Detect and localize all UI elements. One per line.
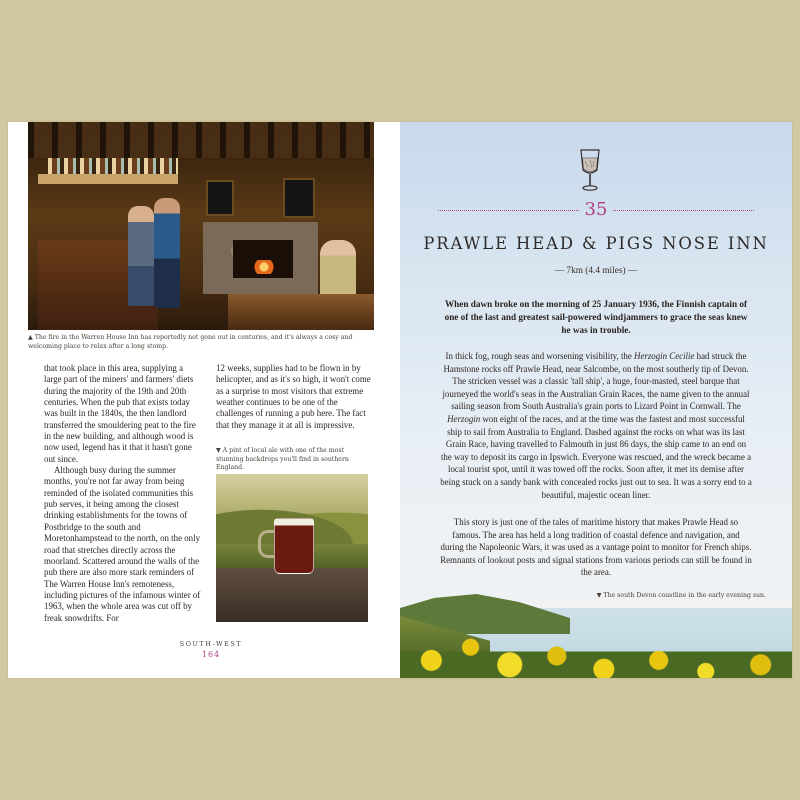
coast-photo-caption: ▼ The south Devon coastline in the early evening sun. bbox=[596, 592, 766, 599]
gorse-flowers bbox=[400, 634, 792, 678]
chapter-title: PRAWLE HEAD & PIGS NOSE INN bbox=[423, 234, 769, 253]
text-run: In thick fog, rough seas and worsening visibility, the bbox=[445, 351, 635, 361]
dotted-rule bbox=[613, 210, 754, 211]
pub-table bbox=[228, 294, 374, 330]
section-name: SOUTH-WEST bbox=[179, 640, 243, 648]
ship-name: Herzogin bbox=[447, 413, 481, 424]
book-spread bbox=[8, 122, 792, 678]
paragraph: This story is just one of the tales of maritime history that makes Prawle Head so famous. The area has held a long tradition of coastal defence and navigation, and during the Napoleonic Wars, it was used as a vantage point to monitor for French ships. Remnants of lookout posts and signal stations from various periods can still be found in the area. bbox=[440, 517, 752, 578]
paragraph: 12 weeks, supplies had to be flown in by helicopter, and as it's so high, it won't come as a surprise to most visitors that extreme weather continues to be one of the challenges of running a pub here. The fact that they manage it at all is impressive. bbox=[216, 363, 371, 430]
beer-photo bbox=[216, 474, 368, 622]
pint-glass bbox=[274, 518, 314, 574]
paragraph: that took place in this area, supplying a large part of the miners' and farmers' diets during the majority of the 19th and 20th centuries. When the pub that exists today was built in the 1840s, the then landlord transferred the smouldering peat to the fire in the new building, and although wood is now used, legend has it that it hasn't gone out since. bbox=[44, 363, 196, 464]
person-figure bbox=[154, 198, 180, 308]
person-figure bbox=[128, 206, 154, 306]
left-page bbox=[8, 122, 400, 678]
lede-paragraph: When dawn broke on the morning of 25 January 1936, the Finnish captain of one of the last and greatest sail-powered windjammers to grace the seas knew he was in trouble. bbox=[444, 299, 748, 335]
beer-photo-caption: ▼ A pint of local ale with one of the most stunning backdrops you'll find in southern England. bbox=[216, 447, 349, 472]
pub-interior-photo bbox=[28, 122, 374, 330]
paragraph bbox=[440, 350, 752, 501]
folio bbox=[176, 640, 246, 659]
pub-photo-caption: ▲ The fire in the Warren House Inn has reportedly not gone out in centuries, and it's always a cosy and welcoming place to relax after a long stomp. bbox=[28, 334, 353, 350]
ship-name: Herzogin Cecilie bbox=[634, 351, 695, 361]
fire-icon bbox=[253, 260, 275, 274]
left-column-1 bbox=[44, 363, 202, 624]
text-run: won eight of the races, and at the time was the fastest and most successful ship to sail from Australia to England. Dashed against the rocks on what was its last Grain Race, having travelled to Falmouth in just 86 days, the ship came to an end on the way to deposit its cargo in Ipswich. Everyone was rescued, and the wreck became a local tourist spot, until it was towed off the rocks. Soon after, it met its demise after being stuck on a sandy bank with concealed rocks just out to sea. It was a sorry end to a beautiful, majestic ocean liner. bbox=[440, 413, 752, 500]
chalkboard-sign bbox=[283, 178, 315, 218]
pub-shelf bbox=[38, 174, 178, 184]
chapter-rule bbox=[438, 200, 754, 220]
page-number: 164 bbox=[201, 650, 221, 659]
text-run: had struck the Hamstone rocks off Prawle Head, near Salcombe, on the most southerly tip of Devon. The stricken vessel was a classic 'tall ship', a huge, four-masted, steel barque that journeyed the world's seas in the Australian Grain Races, the name given to the annual sailing season from South Australia's grain ports to Lizard Point in Cornwall. The bbox=[442, 351, 750, 412]
left-column-2 bbox=[216, 363, 372, 431]
right-page bbox=[400, 122, 792, 678]
dotted-rule bbox=[438, 210, 579, 211]
coastline-photo bbox=[400, 588, 792, 678]
pint-glass-icon bbox=[578, 148, 602, 194]
pub-bottles bbox=[48, 158, 178, 174]
walk-distance: — 7km (4.4 miles) — bbox=[554, 266, 638, 276]
chalkboard-sign bbox=[206, 180, 234, 216]
person-figure bbox=[320, 240, 356, 300]
pub-beams bbox=[28, 122, 374, 158]
chapter-number: 35 bbox=[584, 199, 608, 220]
paragraph: Although busy during the summer months, you're not far away from being reminded of the isolated communities this pub serves, it being among the closest drinking establishments for the towns of Postbridge to the south and Moretonhampstead to the north, on the only road that stretches directly across the moorland. Scattered around the walls of the pub there are also more stark reminders of The Warren House Inn's remoteness, including pictures of the infamous winter of 1963, when the whole area was cut off by freak snowdrifts. For bbox=[44, 465, 201, 623]
wooden-table bbox=[216, 568, 368, 622]
